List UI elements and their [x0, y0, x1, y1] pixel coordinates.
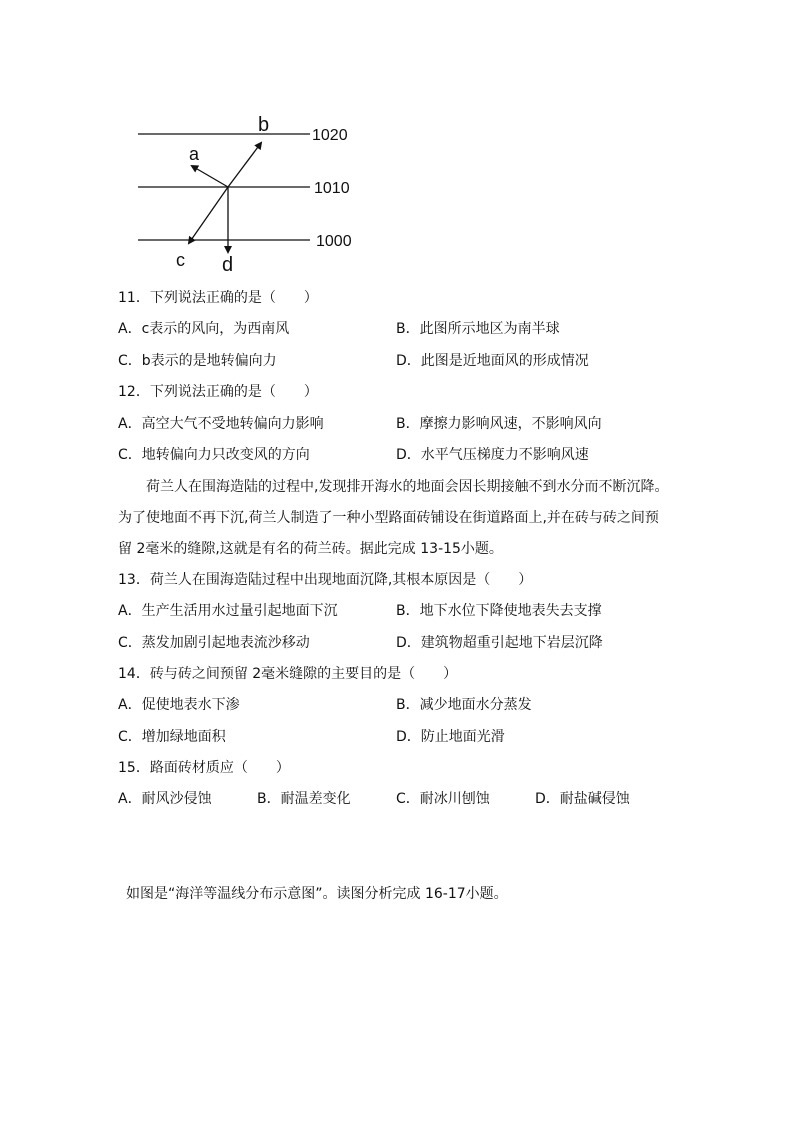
arrow-a — [192, 166, 228, 187]
question-12-option-a: A．高空大气不受地转偏向力影响 — [118, 416, 324, 432]
question-12-stem: 12．下列说法正确的是（ ） — [118, 384, 318, 400]
question-11-option-c: C．b表示的是地转偏向力 — [118, 353, 277, 369]
arrow-b — [228, 143, 261, 187]
question-13-option-b: B．地下水位下降使地表失去支撑 — [396, 603, 602, 619]
question-12-option-d: D．水平气压梯度力不影响风速 — [396, 447, 589, 463]
isobar-label-1020: 1020 — [312, 127, 348, 144]
arrow-label-c: c — [176, 250, 185, 270]
passage-1-line-3: 留 2毫米的缝隙,这就是有名的荷兰砖。据此完成 13-15小题。 — [118, 541, 503, 557]
question-12-option-b: B．摩擦力影响风速，不影响风向 — [396, 416, 602, 432]
question-11-option-d: D．此图是近地面风的形成情况 — [396, 353, 589, 369]
arrow-label-a: a — [189, 144, 200, 164]
passage-1-line-1: 荷兰人在围海造陆的过程中,发现排开海水的地面会因长期接触不到水分而不断沉降。 — [146, 479, 669, 495]
arrow-label-d: d — [222, 254, 234, 276]
question-14-option-d: D．防止地面光滑 — [396, 729, 505, 745]
question-12-option-c: C．地转偏向力只改变风的方向 — [118, 447, 310, 463]
question-11-stem: 11．下列说法正确的是（ ） — [118, 290, 318, 306]
question-13-stem: 13．荷兰人在围海造陆过程中出现地面沉降,其根本原因是（ ） — [118, 572, 533, 588]
question-14-option-a: A．促使地表水下渗 — [118, 697, 240, 713]
question-13-option-a: A．生产生活用水过量引起地面下沉 — [118, 603, 338, 619]
passage-1-line-2: 为了使地面不再下沉,荷兰人制造了一种小型路面砖铺设在街道路面上,并在砖与砖之间预 — [118, 510, 659, 526]
question-15-stem: 15．路面砖材质应（ ） — [118, 760, 290, 776]
question-15-option-d: D．耐盐碱侵蚀 — [535, 791, 630, 807]
isobar-label-1010: 1010 — [314, 180, 350, 197]
question-15-option-b: B．耐温差变化 — [257, 791, 351, 807]
question-13-option-c: C．蒸发加剧引起地表流沙移动 — [118, 635, 310, 651]
question-15-option-a: A．耐风沙侵蚀 — [118, 791, 212, 807]
wind-force-diagram — [128, 108, 368, 278]
question-11-option-b: B．此图所示地区为南半球 — [396, 321, 560, 337]
question-14-option-b: B．减少地面水分蒸发 — [396, 697, 532, 713]
question-14-stem: 14．砖与砖之间预留 2毫米缝隙的主要目的是（ ） — [118, 666, 458, 682]
question-13-option-d: D．建筑物超重引起地下岩层沉降 — [396, 635, 603, 651]
question-15-option-c: C．耐冰川刨蚀 — [396, 791, 490, 807]
isobar-label-1000: 1000 — [316, 233, 352, 250]
arrow-label-b: b — [258, 114, 270, 136]
arrow-c — [189, 187, 228, 243]
question-11-option-a: A．c表示的风向，为西南风 — [118, 321, 290, 337]
passage-2-intro: 如图是“海洋等温线分布示意图”。读图分析完成 16-17小题。 — [126, 886, 508, 902]
question-14-option-c: C．增加绿地面积 — [118, 729, 226, 745]
